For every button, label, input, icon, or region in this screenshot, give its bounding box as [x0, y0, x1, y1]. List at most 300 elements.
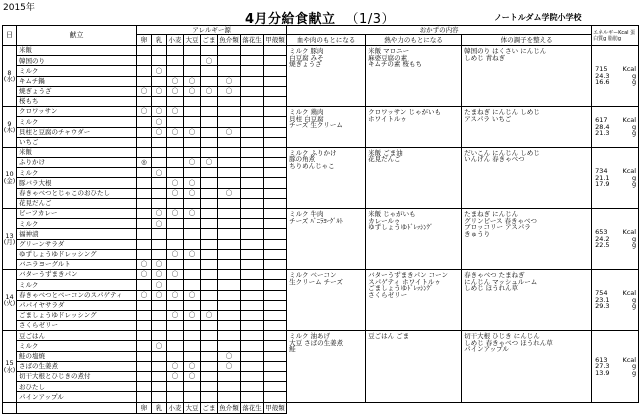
allergen-mark [241, 198, 264, 208]
ingredient-line: 韓国のり はくさい にんじん [464, 47, 547, 55]
allergen-mark [137, 96, 152, 106]
ingredient-line: 春きゃべつ たまねぎ [464, 271, 525, 280]
year-label: 2015年 [3, 3, 35, 13]
allergen-mark [137, 361, 152, 371]
ingredient-line: ミルク 鶏肉 [289, 108, 324, 117]
ingredient-line: 鮭 [289, 345, 296, 354]
menu-item-name: バターうずまきパン [17, 270, 137, 280]
day-date-part: 9 [7, 119, 12, 128]
allergen-mark [218, 229, 241, 239]
allergen-mark [241, 300, 264, 310]
allergen-mark [137, 249, 152, 259]
nutrition-unit: g [631, 302, 637, 311]
side-col-header: 体の調子を整える [462, 35, 592, 46]
allergen-mark [201, 117, 218, 127]
title-part: （1/3） [345, 12, 395, 27]
allergen-mark [184, 137, 201, 147]
allergen-mark [137, 209, 152, 219]
allergen-mark [218, 147, 241, 157]
allergen-mark [137, 382, 152, 392]
nutrition-value: 653 [595, 228, 608, 237]
ingredient-line: 生クリーム チーズ [289, 277, 343, 286]
allergen-mark [152, 361, 167, 371]
allergen-mark [137, 178, 152, 188]
ingredient-energy [366, 46, 462, 107]
allergen-mark [167, 300, 184, 310]
menu-item-name: キムチ鍋 [17, 76, 137, 86]
nutrition-value: 617 [595, 116, 608, 125]
allergen-mark [241, 127, 264, 137]
day-date-part: (火) [3, 299, 16, 308]
nutrition-unit: g [631, 234, 637, 243]
allergen-mark [241, 147, 264, 157]
nutrition-unit: Kcal [622, 167, 637, 176]
day-date-part: (金) [3, 176, 16, 185]
allergen-mark [152, 137, 167, 147]
menu-row [3, 209, 639, 219]
ingredient-line: 米飯 マロニー [368, 47, 410, 55]
allergen-mark [201, 300, 218, 310]
allergen-mark [264, 341, 287, 351]
allergen-mark [241, 188, 264, 198]
allergen-mark [218, 392, 241, 403]
allergen-mark [184, 331, 201, 341]
allergen-mark [152, 331, 167, 341]
side-group-header: おかずの内容 [287, 26, 592, 35]
allergen-mark [201, 168, 218, 178]
allergen-mark [152, 321, 167, 331]
allergen-mark: 〇 [137, 270, 152, 280]
allergen-mark: 〇 [218, 188, 241, 198]
nutrition-value: 24.3 [595, 71, 610, 80]
ingredient-line: バターうずまきパン コーン [368, 271, 449, 280]
menu-item-name: 春きゃべつとベーコンのスパゲティ [17, 290, 137, 300]
allergen-mark [184, 392, 201, 403]
allergen-mark [218, 219, 241, 229]
allergen-mark [152, 96, 167, 106]
allergen-mark [264, 382, 287, 392]
nutrition-value: 613 [595, 355, 608, 364]
ingredient-line: 切干大根 ひじき にんじん [464, 332, 540, 341]
allergen-mark [201, 280, 218, 290]
menu-item-name: ミルク [17, 219, 137, 229]
allergen-mark [152, 178, 167, 188]
menu-item-name: ごましょうゆドレッシング [17, 310, 137, 320]
allergen-mark [137, 46, 152, 56]
allergen-mark [152, 46, 167, 56]
allergen-mark [167, 321, 184, 331]
day-date-part: 14 [5, 292, 14, 301]
allergen-mark: 〇 [201, 158, 218, 168]
allergen-mark [184, 382, 201, 392]
allergen-mark: ◎ [137, 158, 152, 168]
allergen-mark [264, 280, 287, 290]
allergen-mark [218, 331, 241, 341]
allergen-mark: 〇 [184, 76, 201, 86]
allergen-mark: 〇 [137, 290, 152, 300]
menu-row [3, 107, 639, 117]
nutrition-value: 27.3 [595, 362, 610, 371]
allergen-mark [167, 96, 184, 106]
allergen-mark [264, 178, 287, 188]
allergen-mark [218, 280, 241, 290]
allergen-mark [218, 168, 241, 178]
menu-item-name: 桜もち [17, 96, 137, 106]
ingredient-line: 豆ごはん ごま [368, 332, 410, 341]
allergen-mark [152, 351, 167, 361]
nutrition-cell [592, 209, 639, 270]
allergen-mark [241, 219, 264, 229]
allergen-mark [167, 341, 184, 351]
allergen-mark [167, 259, 184, 269]
allergen-mark [264, 209, 287, 219]
allergen-mark [264, 86, 287, 96]
day-cell [3, 209, 17, 270]
nutrition-unit: g [631, 368, 637, 377]
allergen-mark: 〇 [167, 107, 184, 117]
allergen-footer: 大豆 [185, 403, 199, 412]
allergen-mark [218, 372, 241, 382]
allergen-mark [241, 270, 264, 280]
allergen-mark [137, 56, 152, 66]
allergen-footer: 乳 [152, 403, 167, 414]
menu-item-name: バニラヨーグルト [17, 259, 137, 269]
allergen-mark [137, 117, 152, 127]
ingredient-line: しめじ 春きゃべつ ほうれん草 [464, 338, 553, 347]
allergen-mark: 〇 [152, 290, 167, 300]
ingredient-line: 白豆腐 みそ [289, 53, 324, 62]
nutrition-cell [592, 107, 639, 148]
allergen-mark [152, 229, 167, 239]
allergen-mark: 〇 [152, 66, 167, 76]
allergen-mark: 〇 [167, 76, 184, 86]
nutrition-value: 21.1 [595, 173, 610, 182]
allergen-mark [264, 290, 287, 300]
ingredient-line: 焼ぎょうざ [289, 60, 322, 68]
ingredient-line: 米飯 じゃがいも [368, 210, 416, 218]
menu-item-name: 豆ごはん [17, 331, 137, 341]
allergen-mark: 〇 [152, 117, 167, 127]
allergen-header: 落花生 [242, 35, 262, 44]
allergen-mark [201, 219, 218, 229]
nutrition-fat [592, 370, 638, 377]
ingredient-line: ホワイトルゥ [368, 114, 407, 123]
menu-row [3, 270, 639, 280]
ingredient-line: ミルク 油あげ [289, 332, 331, 341]
allergen-mark: 〇 [184, 178, 201, 188]
allergen-mark [201, 137, 218, 147]
ingredient-line: 花見だんご [368, 155, 401, 164]
allergen-mark [167, 147, 184, 157]
allergen-mark [184, 198, 201, 208]
allergen-header: ごま [202, 35, 216, 44]
menu-row [3, 147, 639, 157]
allergen-mark [218, 46, 241, 56]
allergen-header: 乳 [152, 35, 167, 46]
allergen-mark [167, 280, 184, 290]
ingredient-line: 豚の角煮 [289, 155, 316, 164]
day-date-part: 13 [5, 231, 14, 240]
allergen-footer: 魚介類 [219, 403, 239, 412]
nutrition-header: エネルギーKcal 蛋白質g 脂肪g [592, 26, 639, 46]
allergen-mark [241, 341, 264, 351]
allergen-mark [137, 76, 152, 86]
nutrition-unit: g [631, 122, 637, 131]
allergen-mark [218, 56, 241, 66]
allergen-mark [184, 66, 201, 76]
allergen-mark [201, 46, 218, 56]
allergen-mark [167, 56, 184, 66]
allergen-mark: 〇 [152, 219, 167, 229]
allergen-mark [241, 158, 264, 168]
allergen-mark [152, 372, 167, 382]
menu-item-name: さばの生姜煮 [17, 361, 137, 371]
allergen-mark [218, 341, 241, 351]
menu-item-name: いちご [17, 137, 137, 147]
menu-item-name: 切干大根とひじきの煮付 [17, 372, 137, 382]
day-cell [3, 270, 17, 331]
menu-item-name: ゆずしょうゆドレッシング [17, 249, 137, 259]
allergen-mark [184, 56, 201, 66]
allergen-mark [137, 198, 152, 208]
ingredient-line: いんげん 春きゃべつ [464, 155, 525, 164]
allergen-mark: 〇 [167, 209, 184, 219]
allergen-mark [241, 137, 264, 147]
allergen-mark [184, 107, 201, 117]
allergen-mark [241, 249, 264, 259]
nutrition-unit: Kcal [622, 228, 637, 237]
nutrition-fat [592, 242, 638, 249]
ingredient-energy [366, 107, 462, 148]
ingredient-line: 大豆 さばの生姜煮 [289, 338, 344, 347]
allergen-mark [201, 382, 218, 392]
allergen-mark [184, 321, 201, 331]
side-col-header: 熱や力のもとになる [366, 35, 462, 46]
ingredient-line: ミルク 豚肉 [289, 47, 324, 55]
allergen-mark [264, 361, 287, 371]
allergen-mark [241, 290, 264, 300]
allergen-mark [201, 331, 218, 341]
menu-item-name: パインアップル [17, 392, 137, 403]
allergen-mark [167, 158, 184, 168]
nutrition-fat [592, 79, 638, 86]
ingredient-line: たまねぎ にんじん [464, 210, 519, 218]
allergen-mark [218, 198, 241, 208]
allergen-mark: 〇 [167, 290, 184, 300]
ingredient-line: スパゲティ ホワイトルゥ [368, 277, 441, 286]
allergen-mark [167, 198, 184, 208]
allergen-mark [264, 168, 287, 178]
menu-item-name: 鮭の塩焼 [17, 351, 137, 361]
allergen-mark: 〇 [167, 178, 184, 188]
allergen-mark [201, 188, 218, 198]
allergen-mark [241, 46, 264, 56]
allergen-mark [137, 331, 152, 341]
nutrition-fat [592, 130, 638, 137]
allergen-mark [201, 239, 218, 249]
allergen-footer: 卵 [137, 403, 152, 414]
allergen-mark [201, 107, 218, 117]
menu-item-name: 焼ぎょうざ [17, 86, 137, 96]
nutrition-fat [592, 181, 638, 188]
nutrition-cell [592, 270, 639, 331]
ingredient-body [462, 147, 592, 208]
allergen-mark [201, 270, 218, 280]
allergen-mark [167, 239, 184, 249]
nutrition-value: 23.1 [595, 295, 610, 304]
title-main: 4月分給食献立 [245, 12, 336, 27]
ingredient-line: ごましょうゆﾄﾞﾚｯｼﾝｸﾞ [368, 284, 434, 293]
allergen-mark: 〇 [167, 372, 184, 382]
allergen-mark: 〇 [218, 361, 241, 371]
menu-row [3, 46, 639, 56]
footer-row [3, 403, 639, 414]
allergen-mark [184, 147, 201, 157]
allergen-mark [264, 198, 287, 208]
allergen-mark [218, 96, 241, 106]
allergen-mark [201, 392, 218, 403]
allergen-mark [264, 46, 287, 56]
allergen-mark [201, 249, 218, 259]
allergen-mark [201, 76, 218, 86]
allergen-footer: 甲殻類 [265, 403, 285, 412]
allergen-mark [201, 290, 218, 300]
allergen-mark [152, 147, 167, 157]
allergen-mark: 〇 [218, 127, 241, 137]
nutrition-unit: Kcal [622, 116, 637, 125]
allergen-mark [218, 300, 241, 310]
allergen-mark [152, 310, 167, 320]
allergen-mark [264, 331, 287, 341]
allergen-mark [137, 188, 152, 198]
allergen-mark: 〇 [152, 127, 167, 137]
allergen-mark [201, 351, 218, 361]
allergen-mark [241, 310, 264, 320]
allergen-mark: 〇 [137, 86, 152, 96]
allergen-mark [137, 147, 152, 157]
allergen-mark: 〇 [184, 290, 201, 300]
allergen-mark: 〇 [184, 127, 201, 137]
ingredient-line: ちりめんじゃこ [289, 161, 335, 170]
allergen-mark [167, 117, 184, 127]
allergen-mark [241, 372, 264, 382]
nutrition-cell [592, 147, 639, 208]
allergen-mark [167, 46, 184, 56]
allergen-mark [264, 321, 287, 331]
nutrition-fat [592, 303, 638, 310]
allergen-mark [241, 56, 264, 66]
allergen-mark [241, 66, 264, 76]
allergen-mark: 〇 [201, 56, 218, 66]
menu-item-name: パパイヤサラダ [17, 300, 137, 310]
ingredient-line: にんじん マッシュルーム [464, 277, 538, 286]
ingredient-line: ブロッコリー アスパラ [464, 223, 531, 231]
allergen-mark: 〇 [152, 270, 167, 280]
allergen-mark: 〇 [152, 341, 167, 351]
allergen-mark [218, 137, 241, 147]
side-col-header: 血や肉のもとになる [287, 35, 366, 46]
allergen-mark [241, 117, 264, 127]
allergen-footer: 落花生 [242, 403, 262, 412]
allergen-mark [137, 219, 152, 229]
day-date-part: (水) [3, 365, 16, 374]
allergen-mark: 〇 [167, 127, 184, 137]
ingredient-line: ゆずしょうゆﾄﾞﾚｯｼﾝｸﾞ [368, 223, 434, 231]
allergen-mark [137, 341, 152, 351]
menu-item-name: ミルク [17, 117, 137, 127]
allergen-mark [241, 351, 264, 361]
allergen-mark [264, 56, 287, 66]
allergen-mark [218, 178, 241, 188]
allergen-mark [137, 351, 152, 361]
allergen-header: 魚介類 [219, 35, 239, 44]
ingredient-body [462, 107, 592, 148]
allergen-mark [184, 117, 201, 127]
allergen-mark [152, 158, 167, 168]
allergen-mark: 〇 [184, 249, 201, 259]
allergen-mark [152, 392, 167, 403]
nutrition-unit: g [631, 241, 637, 250]
allergen-mark: 〇 [184, 86, 201, 96]
allergen-mark [264, 259, 287, 269]
allergen-mark [167, 229, 184, 239]
allergen-mark [264, 158, 287, 168]
allergen-mark [184, 168, 201, 178]
allergen-mark [264, 239, 287, 249]
nutrition-value: 13.9 [595, 368, 610, 377]
ingredient-blood [287, 331, 366, 403]
allergen-mark [201, 361, 218, 371]
allergen-mark [137, 127, 152, 137]
allergen-mark [137, 137, 152, 147]
allergen-mark [218, 270, 241, 280]
allergen-mark [218, 310, 241, 320]
allergen-mark: 〇 [184, 188, 201, 198]
menu-item-name: さくらゼリー [17, 321, 137, 331]
nutrition-unit: g [631, 180, 637, 189]
allergen-mark [264, 117, 287, 127]
allergen-mark [264, 96, 287, 106]
allergen-footer: 小麦 [168, 403, 182, 412]
menu-header: 献立 [17, 26, 137, 46]
allergen-mark: 〇 [167, 249, 184, 259]
menu-item-name: 福神漬 [17, 229, 137, 239]
ingredient-blood [287, 46, 366, 107]
allergen-mark: 〇 [184, 209, 201, 219]
day-cell [3, 107, 17, 148]
allergen-mark [201, 96, 218, 106]
allergen-mark [218, 107, 241, 117]
allergen-mark [167, 219, 184, 229]
ingredient-energy [366, 209, 462, 270]
allergen-mark [152, 300, 167, 310]
footer-blank [287, 403, 639, 414]
ingredient-line: カレールゥ [368, 216, 401, 225]
ingredient-blood [287, 270, 366, 331]
allergen-mark: 〇 [201, 86, 218, 96]
allergen-mark [264, 229, 287, 239]
nutrition-cell [592, 46, 639, 107]
allergen-mark [241, 259, 264, 269]
day-date-part: (月) [3, 238, 16, 247]
allergen-mark [241, 239, 264, 249]
allergen-mark [167, 382, 184, 392]
allergen-mark: 〇 [152, 86, 167, 96]
allergen-mark: 〇 [152, 168, 167, 178]
allergen-mark [167, 168, 184, 178]
menu-item-name: 豚バラ大根 [17, 178, 137, 188]
allergen-mark [152, 76, 167, 86]
